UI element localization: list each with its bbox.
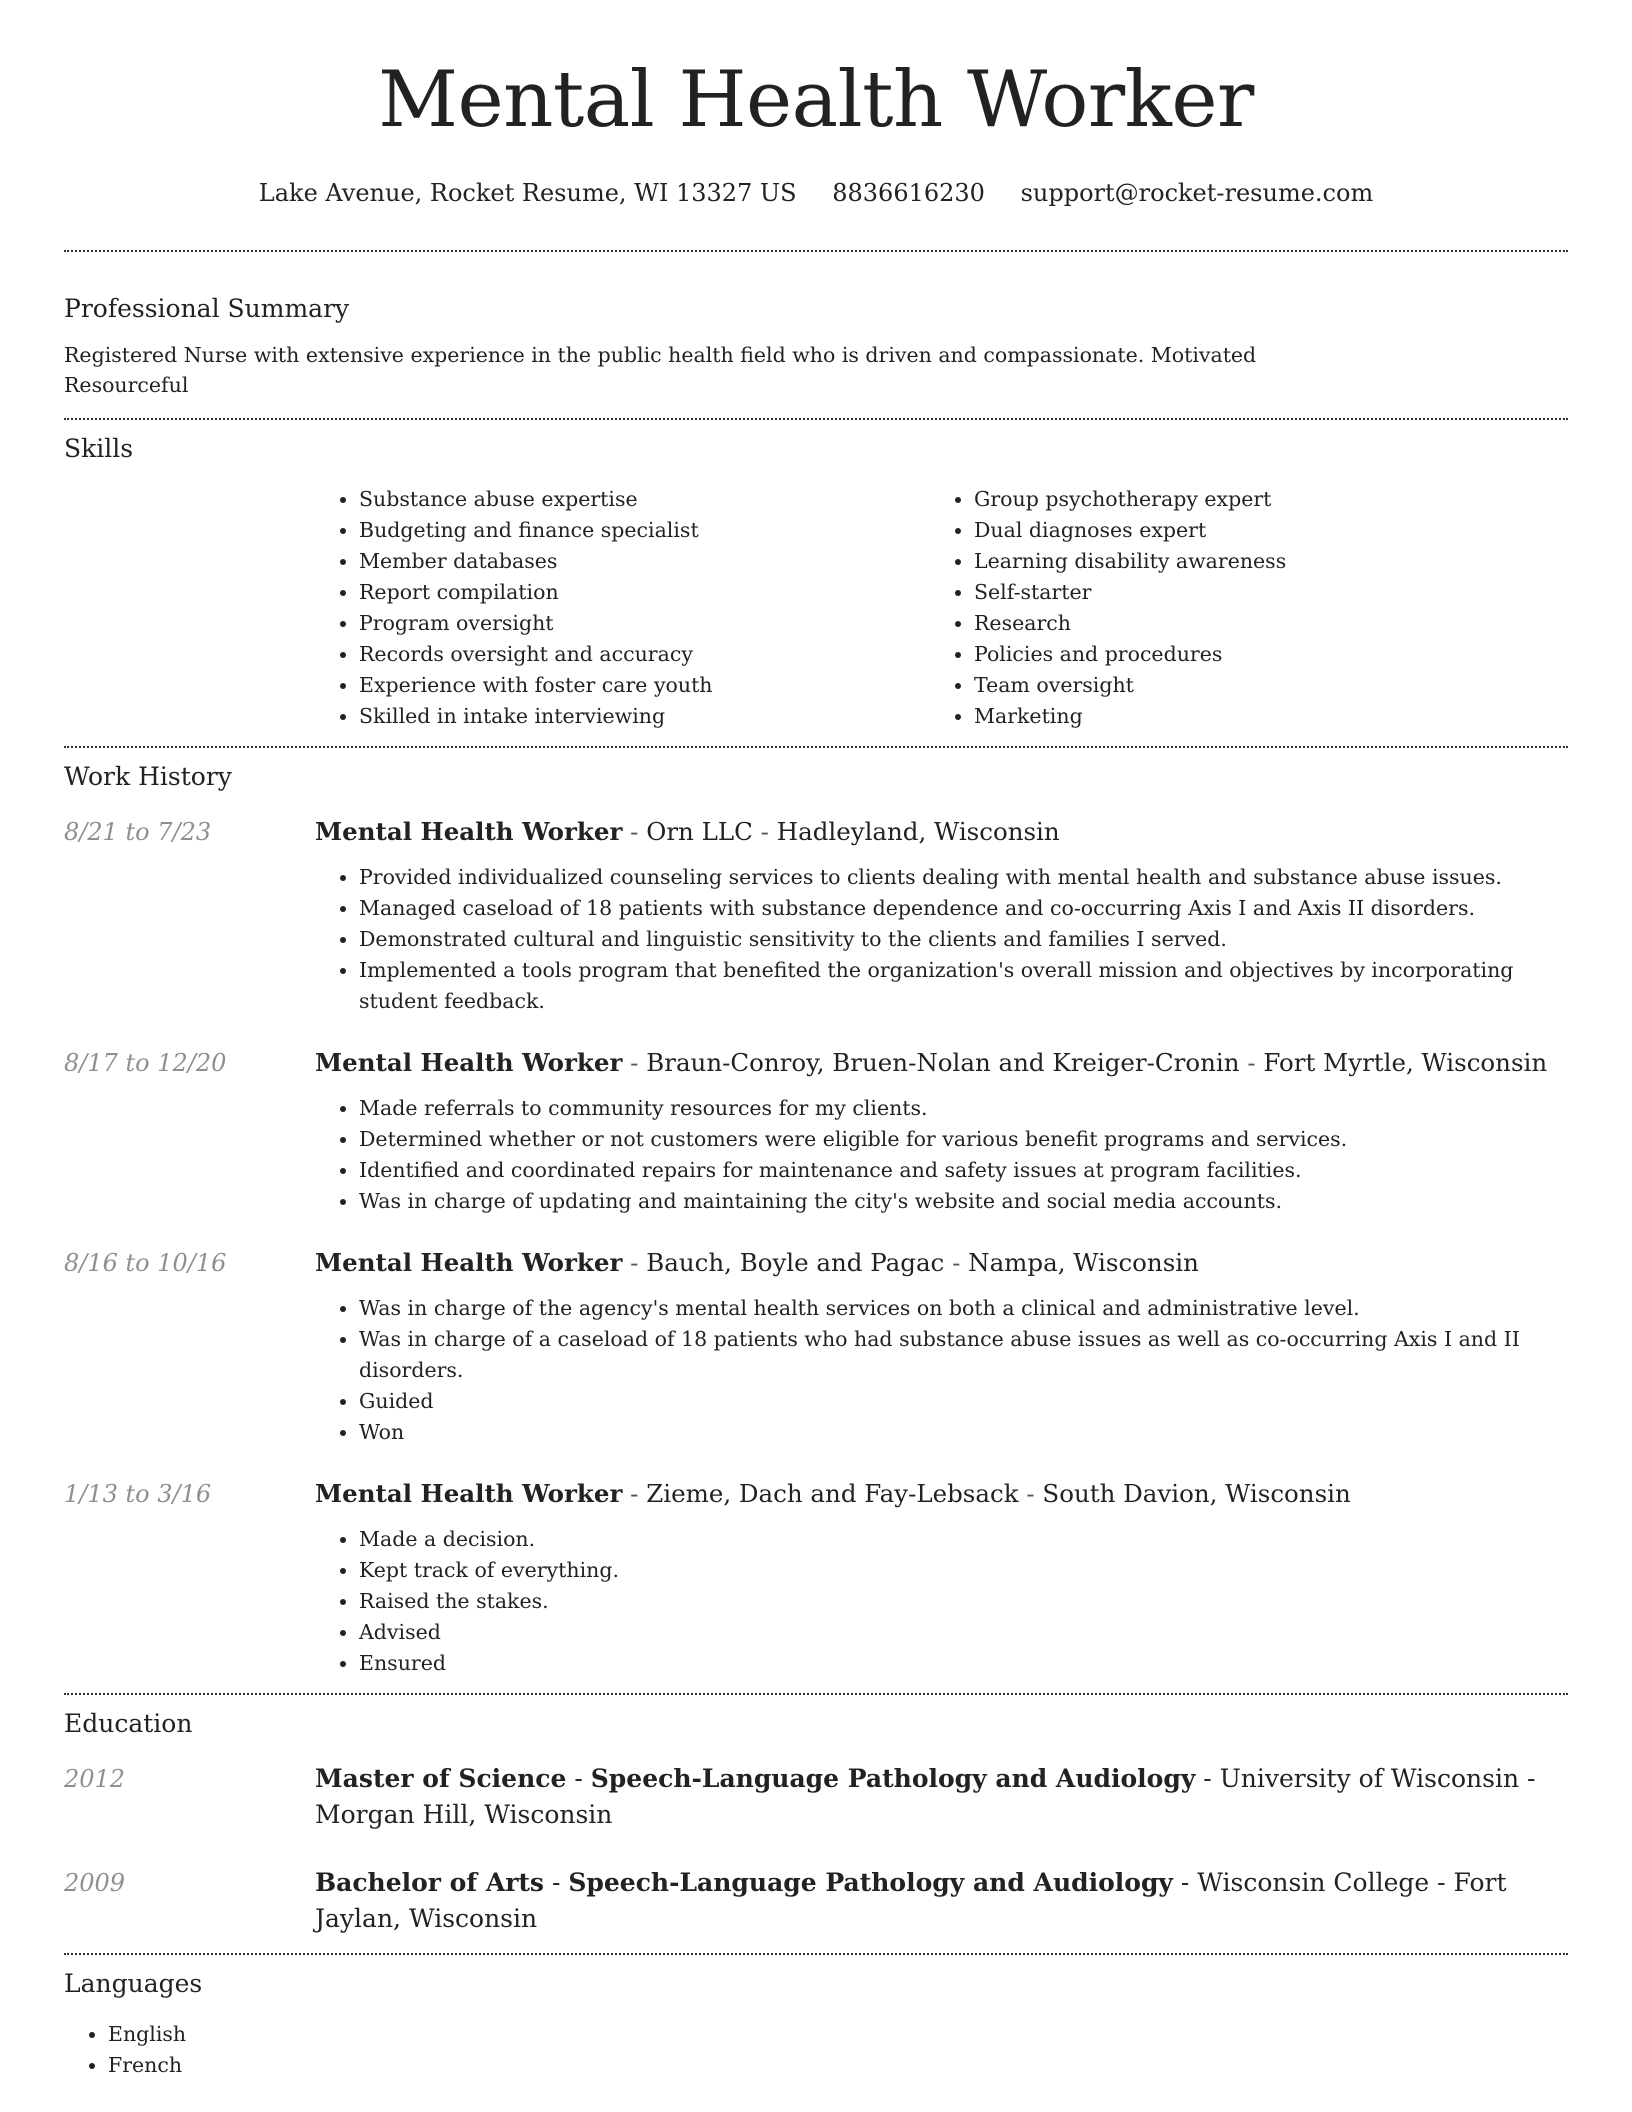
job-bullet: • Kept track of everything. — [359, 1555, 1568, 1586]
job-bullet: • Raised the stakes. — [359, 1586, 1568, 1617]
job-bullet: • Won — [359, 1417, 1568, 1448]
job-company: Zieme, Dach and Fay-Lebsack — [646, 1479, 1019, 1508]
separator: - — [622, 1048, 647, 1077]
job-bullets — [315, 1093, 1568, 1217]
job-bullet: • Ensured — [359, 1648, 1568, 1679]
job-bullet: • Implemented a tools program that benefited the organization's overall mission and objectives by incorporating student feedback. — [359, 955, 1568, 1017]
skills-column-left — [315, 484, 930, 732]
job-bullet: • Demonstrated cultural and linguistic sensitivity to the clients and families I served. — [359, 924, 1568, 955]
separator: - — [752, 817, 777, 846]
skill-item: • Records oversight and accuracy — [359, 639, 930, 670]
job-bullet: • Provided individualized counseling services to clients dealing with mental health and substance abuse issues. — [359, 862, 1568, 893]
contact-phone: 8836616230 — [832, 179, 985, 207]
separator: - — [1018, 1479, 1043, 1508]
separator: - — [1172, 1868, 1198, 1897]
skill-item: • Group psychotherapy expert — [974, 484, 1545, 515]
resume-page — [64, 0, 1568, 2081]
education-entry — [64, 1761, 1568, 1833]
separator: - — [566, 1764, 591, 1793]
skills-column-right — [930, 484, 1545, 732]
skill-item: • Marketing — [974, 701, 1545, 732]
job-bullet: • Advised — [359, 1617, 1568, 1648]
job-bullet: • Was in charge of updating and maintaining the city's website and social media accounts. — [359, 1186, 1568, 1217]
job-role: Mental Health Worker — [315, 817, 623, 846]
separator: - — [1429, 1868, 1454, 1897]
education-location: Fort Jaylan, Wisconsin — [315, 1868, 1507, 1933]
education-degree: Master of Science — [315, 1764, 567, 1793]
education-location: Morgan Hill, Wisconsin — [315, 1800, 613, 1829]
skill-item: • Self-starter — [974, 577, 1545, 608]
languages-heading: Languages — [64, 1969, 203, 1998]
education-school: Wisconsin College — [1197, 1868, 1430, 1897]
separator: - — [944, 1248, 969, 1277]
job-title-line — [315, 1476, 1568, 1512]
job-bullet: • Made a decision. — [359, 1524, 1568, 1555]
separator: - — [622, 1479, 647, 1508]
job-entry — [64, 1245, 1568, 1448]
skill-item: • Report compilation — [359, 577, 930, 608]
separator: - — [544, 1868, 569, 1897]
education-school: University of Wisconsin — [1219, 1764, 1520, 1793]
languages-list — [64, 2019, 1568, 2081]
job-dates: 8/17 to 12/20 — [64, 1049, 227, 1077]
skill-item: • Policies and procedures — [974, 639, 1545, 670]
job-company: Bauch, Boyle and Pagac — [646, 1248, 945, 1277]
job-bullet: • Was in charge of the agency's mental health services on both a clinical and administrative level. — [359, 1293, 1568, 1324]
education-field: Speech-Language Pathology and Audiology — [568, 1868, 1173, 1897]
skill-item: • Member databases — [359, 546, 930, 577]
skill-item: • Skilled in intake interviewing — [359, 701, 930, 732]
separator: - — [1239, 1048, 1264, 1077]
separator: - — [1195, 1764, 1220, 1793]
job-bullet: • Identified and coordinated repairs for maintenance and safety issues at program facilities. — [359, 1155, 1568, 1186]
summary-text: Registered Nurse with extensive experience in the public health field who is driven and compassionate. Motivated Resourceful — [64, 343, 1257, 397]
language-item: • English — [108, 2019, 1568, 2050]
job-entry — [64, 1476, 1568, 1679]
skill-item: • Team oversight — [974, 670, 1545, 701]
job-title-line — [315, 1045, 1568, 1081]
job-bullet: • Determined whether or not customers were eligible for various benefit programs and services. — [359, 1124, 1568, 1155]
job-dates: 8/16 to 10/16 — [64, 1249, 227, 1277]
education-year: 2012 — [64, 1765, 126, 1793]
job-role: Mental Health Worker — [315, 1048, 623, 1077]
education-title — [315, 1761, 1568, 1833]
job-company: Orn LLC — [646, 817, 753, 846]
language-item: • French — [108, 2050, 1568, 2081]
job-location: Hadleyland, Wisconsin — [776, 817, 1060, 846]
page-title: Mental Health Worker — [378, 55, 1254, 145]
skills-list — [315, 484, 1568, 732]
education-year: 2009 — [64, 1869, 126, 1897]
education-heading: Education — [64, 1709, 193, 1738]
job-entry — [64, 1045, 1568, 1217]
job-bullet: • Was in charge of a caseload of 18 patients who had substance abuse issues as well as co-occurring Axis I and II disorders. — [359, 1324, 1568, 1386]
job-company: Braun-Conroy, Bruen-Nolan and Kreiger-Cronin — [646, 1048, 1240, 1077]
skill-item: • Research — [974, 608, 1545, 639]
education-title — [315, 1865, 1568, 1937]
job-bullet: • Made referrals to community resources for my clients. — [359, 1093, 1568, 1124]
job-title-line — [315, 1245, 1568, 1281]
job-dates: 8/21 to 7/23 — [64, 818, 212, 846]
skills-heading: Skills — [64, 434, 134, 463]
contact-info — [64, 178, 1568, 208]
job-bullets — [315, 862, 1568, 1017]
job-bullet: • Guided — [359, 1386, 1568, 1417]
skill-item: • Learning disability awareness — [974, 546, 1545, 577]
education-entry — [64, 1865, 1568, 1937]
contact-email: support@rocket-resume.com — [1020, 179, 1374, 207]
contact-address: Lake Avenue, Rocket Resume, WI 13327 US — [258, 179, 797, 207]
separator: - — [622, 817, 647, 846]
skill-item: • Program oversight — [359, 608, 930, 639]
skill-item: • Experience with foster care youth — [359, 670, 930, 701]
skill-item: • Substance abuse expertise — [359, 484, 930, 515]
skill-item: • Budgeting and finance specialist — [359, 515, 930, 546]
work-history-heading: Work History — [64, 762, 232, 791]
job-location: South Davion, Wisconsin — [1042, 1479, 1351, 1508]
separator: - — [1519, 1764, 1536, 1793]
job-title-line — [315, 814, 1568, 850]
skill-item: • Dual diagnoses expert — [974, 515, 1545, 546]
job-role: Mental Health Worker — [315, 1248, 623, 1277]
separator: - — [622, 1248, 647, 1277]
job-bullets — [315, 1293, 1568, 1448]
job-bullets — [315, 1524, 1568, 1679]
job-location: Nampa, Wisconsin — [968, 1248, 1199, 1277]
summary-heading: Professional Summary — [64, 294, 350, 323]
job-role: Mental Health Worker — [315, 1479, 623, 1508]
job-dates: 1/13 to 3/16 — [64, 1480, 212, 1508]
job-entry — [64, 814, 1568, 1017]
education-degree: Bachelor of Arts — [315, 1868, 545, 1897]
job-bullet: • Managed caseload of 18 patients with substance dependence and co-occurring Axis I and Axis II disorders. — [359, 893, 1568, 924]
job-location: Fort Myrtle, Wisconsin — [1263, 1048, 1548, 1077]
education-field: Speech-Language Pathology and Audiology — [590, 1764, 1196, 1793]
